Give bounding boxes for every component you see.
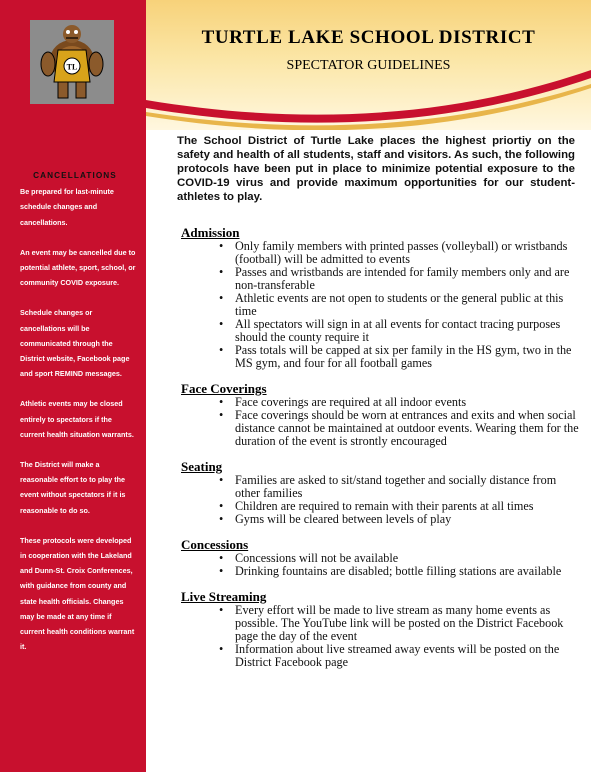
section-face-coverings xyxy=(181,381,581,448)
list-item-text: Pass totals will be capped at six per family in the HS gym, two in the MS gym, and four for all football games xyxy=(235,343,572,370)
cancellations-panel xyxy=(20,168,138,669)
sidebar-paragraph: The District will make a reasonable effort to to play the event without spectators if it is reasonable to do so. xyxy=(20,460,126,515)
guidelines-sections xyxy=(181,225,581,680)
section-title: Admission xyxy=(181,225,240,240)
bullet-icon: • xyxy=(219,395,224,409)
logo-letters: TL xyxy=(66,62,78,72)
list-item-text: Concessions will not be available xyxy=(235,551,399,565)
sidebar-paragraph: Athletic events may be closed entirely to spectators if the current health situation warrants. xyxy=(20,399,134,439)
bullet-icon: • xyxy=(219,551,224,565)
list-item-text: Athletic events are not open to students or the general public at this time xyxy=(235,291,564,318)
list-item xyxy=(219,564,581,578)
list-item-text: Passes and wristbands are intended for family members only and are non-transferable xyxy=(235,265,570,292)
list-item-text: Drinking fountains are disabled; bottle filling stations are available xyxy=(235,564,562,578)
list-item xyxy=(219,512,581,526)
list-item xyxy=(219,317,581,344)
intro-paragraph: The School District of Turtle Lake places the highest priortiy on the safety and health of all students, staff and visitors. As such, the following protocols have been put in place to minimize potential exposure to the COVID-19 virus and provide maximum opportunities for our student-athletes to play. xyxy=(177,135,575,203)
list-item-text: All spectators will sign in at all events for contact tracing purposes should the county require it xyxy=(235,317,561,344)
list-item-text: Children are required to remain with their parents at all times xyxy=(235,499,534,513)
list-item xyxy=(219,265,581,292)
sidebar-paragraph: These protocols were developed in cooperation with the Lakeland and Dunn-St. Croix Conferences, with guidance from county and state health officials. Changes may be made at any time if current health conditions warrant it. xyxy=(20,535,135,652)
bullet-icon: • xyxy=(219,603,224,617)
bullet-icon: • xyxy=(219,499,224,513)
bullet-icon: • xyxy=(219,473,224,487)
list-item-text: Face coverings should be worn at entrances and exits and when social distance cannot be maintained at outdoor events. Wearing them for the duration of the event is strontly encouraged xyxy=(235,408,579,448)
bullet-icon: • xyxy=(219,343,224,357)
section-title: Live Streaming xyxy=(181,589,267,604)
sidebar-paragraph: An event may be cancelled due to potential athlete, sport, school, or community COVID exposure. xyxy=(20,247,136,288)
section-title: Face Coverings xyxy=(181,381,267,396)
page-header xyxy=(146,0,591,130)
page-title: TURTLE LAKE SCHOOL DISTRICT xyxy=(201,27,536,48)
bullet-icon: • xyxy=(219,564,224,578)
section-title: Concessions xyxy=(181,537,249,552)
mascot-logo xyxy=(30,20,114,104)
sidebar xyxy=(0,0,146,772)
list-item-text: Face coverings are required at all indoor events xyxy=(235,395,467,409)
list-item xyxy=(219,408,581,448)
list-item-text: Information about live streamed away events will be posted on the District Facebook page xyxy=(235,642,560,669)
section-live-streaming xyxy=(181,589,581,669)
bullet-icon: • xyxy=(219,291,224,305)
list-item xyxy=(219,291,581,318)
cancellations-heading: CANCELLATIONS xyxy=(33,171,117,180)
section-title: Seating xyxy=(181,459,223,474)
section-seating xyxy=(181,459,581,526)
turtle-mascot-icon xyxy=(30,20,114,104)
list-item xyxy=(219,642,581,669)
list-item xyxy=(219,343,581,370)
sidebar-paragraph: Schedule changes or cancellations will be communicated through the District website, Facebook page and sport REMIND messages. xyxy=(20,308,130,379)
section-admission xyxy=(181,225,581,370)
section-concessions xyxy=(181,537,581,578)
page-subtitle: SPECTATOR GUIDELINES xyxy=(286,58,451,73)
bullet-icon: • xyxy=(219,265,224,279)
list-item xyxy=(219,603,581,643)
bullet-icon: • xyxy=(219,408,224,422)
bullet-icon: • xyxy=(219,642,224,656)
sidebar-paragraph: Be prepared for last-minute schedule changes and cancellations. xyxy=(20,187,114,227)
list-item-text: Only family members with printed passes (volleyball) or wristbands (football) will be admitted to events xyxy=(235,239,568,266)
list-item xyxy=(219,473,581,500)
bullet-icon: • xyxy=(219,317,224,331)
bullet-icon: • xyxy=(219,239,224,253)
list-item-text: Families are asked to sit/stand together and socially distance from other families xyxy=(235,473,557,500)
list-item-text: Gyms will be cleared between levels of play xyxy=(235,512,452,526)
bullet-icon: • xyxy=(219,512,224,526)
list-item-text: Every effort will be made to live stream as many home events as possible. The YouTube link will be posted on the District Facebook page the day of the event xyxy=(235,603,564,643)
list-item xyxy=(219,239,581,266)
